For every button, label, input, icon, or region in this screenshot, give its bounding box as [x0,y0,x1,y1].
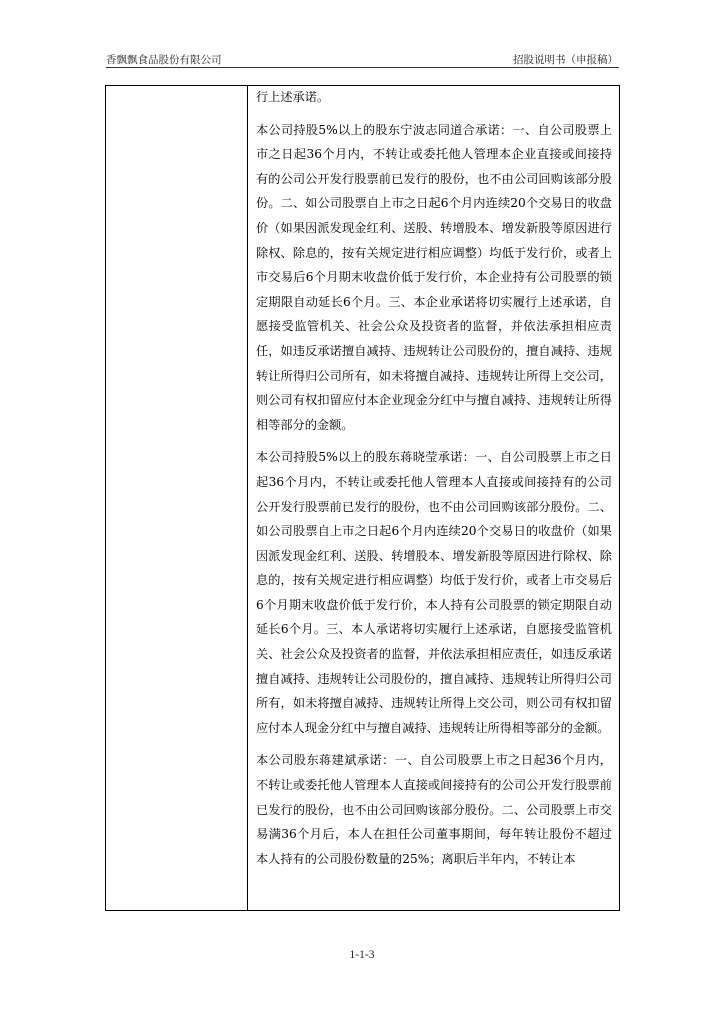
header-divider [106,67,619,68]
paragraph-jiang-jianbin-commitment: 本公司股东蒋建斌承诺：一、自公司股票上市之日起36个月内，不转让或委托他人管理本人直接或间接持有的公司公开发行股票前已发行的股份，也不由公司回购该部分股份。二、公司股票上市交易满36个月后，本人在担任公司董事期间，每年转让股份不超过本人持有的公司股份数量的25%；离职后半年内，不转让本 [256,753,612,866]
paragraph-jiang-xiaoying-commitment: 本公司持股5%以上的股东蒋晓莹承诺：一、自公司股票上市之日起36个月内，不转让或委托他人管理本人直接或间接持有的公司公开发行股票前已发行的股份，也不由公司回购该部分股份。二、如公司股票自上市之日起6个月内连续20个交易日的收盘价（如果因派发现金红利、送股、转增股本、增发新股等原因进行除权、除息的，按有关规定进行相应调整）均低于发行价，或者上市交易后6个月期末收盘价低于发行价，本人持有公司股票的锁定期限自动延长6个月。三、本人承诺将切实履行上述承诺，自愿接受监管机关、社会公众及投资者的监督，并依法承担相应责任，如违反承诺擅自减持、违规转让公司股份的，擅自减持、违规转让所得归公司所有，如未将擅自减持、违规转让所得上交公司，则公司有权扣留应付本人现金分红中与擅自减持、违规转让所得相等部分的金额。 [256,450,612,735]
paragraph-continuation: 行上述承诺。 [256,90,330,104]
page-number: 1-1-3 [349,949,375,961]
paragraph-ningbo-zhitong-commitment: 本公司持股5%以上的股东宁波志同道合承诺：一、自公司股票上市之日起36个月内，不转让或委托他人管理本企业直接或间接持有的公司公开发行股票前已发行的股份，也不由公司回购该部分股份。二、如公司股票自上市之日起6个月内连续20个交易日的收盘价（如果因派发现金红利、送股、转增股本、增发新股等原因进行除权、除息的，按有关规定进行相应调整）均低于发行价，或者上市交易后6个月期末收盘价低于发行价，本企业持有公司股票的锁定期限自动延长6个月。三、本企业承诺将切实履行上述承诺，自愿接受监管机关、社会公众及投资者的监督，并依法承担相应责任，如违反承诺擅自减持、违规转让公司股份的，擅自减持、违规转让所得归公司所有，如未将擅自减持、违规转让所得上交公司，则公司有权扣留应付本企业现金分红中与擅自减持、违规转让所得相等部分的金额。 [256,122,612,432]
header-company-name: 香飘飘食品股份有限公司 [106,54,222,66]
header-document-title: 招股说明书（申报稿） [513,54,618,66]
table-column-divider [247,85,248,911]
page-header [106,52,618,66]
commitment-text-cell [256,85,612,871]
